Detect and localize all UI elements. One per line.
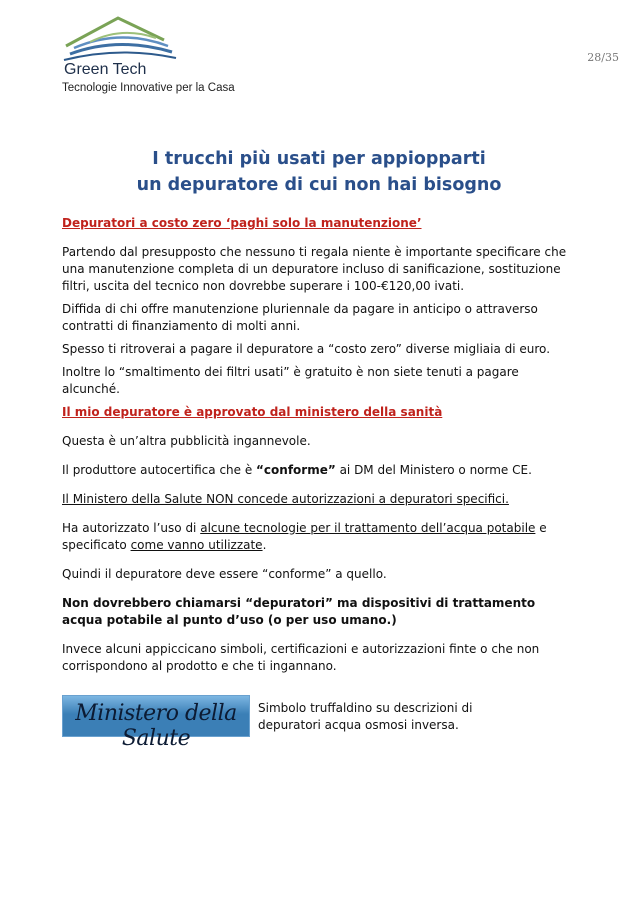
page-title [0, 146, 638, 198]
title-line-2: un depuratore di cui non hai bisogno [136, 175, 502, 195]
ministero-image-text: Ministero della Salute [75, 701, 237, 751]
logo-text: Green Tech [64, 61, 147, 78]
section-heading-costo-zero: Depuratori a costo zero ‘paghi solo la manutenzione’ [62, 216, 422, 230]
paragraph: Inoltre lo “smaltimento dei filtri usati” è gratuito è non siete tenuti a pagare alcunché. [62, 365, 519, 396]
paragraph: Spesso ti ritroverai a pagare il depuratore a “costo zero” diverse migliaia di euro. [62, 342, 551, 356]
paragraph: Il produttore autocertifica che è “conforme” ai DM del Ministero o norme CE. [62, 463, 532, 477]
paragraph: Invece alcuni appiccicano simboli, certificazioni e autorizzazioni finte o che non corrispondono al prodotto e che ti ingannano. [62, 642, 540, 673]
title-line-1: I trucchi più usati per appiopparti [152, 149, 486, 169]
paragraph-bold: Non dovrebbero chiamarsi “depuratori” ma dispositivi di trattamento acqua potabile al punto d’uso (o per uso umano.) [62, 596, 536, 627]
paragraph: Questa è un’altra pubblicità ingannevole. [62, 434, 311, 448]
section-heading-ministero: Il mio depuratore è approvato dal ministero della sanità [62, 405, 443, 419]
green-tech-logo [60, 12, 180, 76]
article-body [62, 215, 577, 675]
link-tecnologie[interactable]: alcune tecnologie per il trattamento dell’acqua potabile [200, 521, 536, 535]
ministero-salute-image [62, 695, 250, 751]
paragraph: Quindi il depuratore deve essere “conforme” a quello. [62, 567, 387, 581]
paragraph: Ha autorizzato l’uso di alcune tecnologie per il trattamento dell’acqua potabile e specificato come vanno utilizzate. [62, 521, 547, 552]
figure-caption: Simbolo truffaldino su descrizioni di depuratori acqua osmosi inversa. [258, 701, 473, 732]
paragraph: Diffida di chi offre manutenzione pluriennale da pagare in anticipo o attraverso contratti di finanziamento di molti anni. [62, 302, 538, 333]
tagline: Tecnologie Innovative per la Casa [62, 82, 235, 94]
page-number: 28/35 [587, 51, 619, 64]
paragraph: Partendo dal presupposto che nessuno ti regala niente è importante specificare che una manutenzione completa di un depuratore incluso di sanificazione, sostituzione filtri, uscita del tecnico non dovrebbe superare i 100-€120,00 ivati. [62, 245, 567, 293]
paragraph: Il Ministero della Salute NON concede autorizzazioni a depuratori specifici. [62, 492, 509, 506]
link-utilizzo[interactable]: come vanno utilizzate [130, 538, 263, 552]
